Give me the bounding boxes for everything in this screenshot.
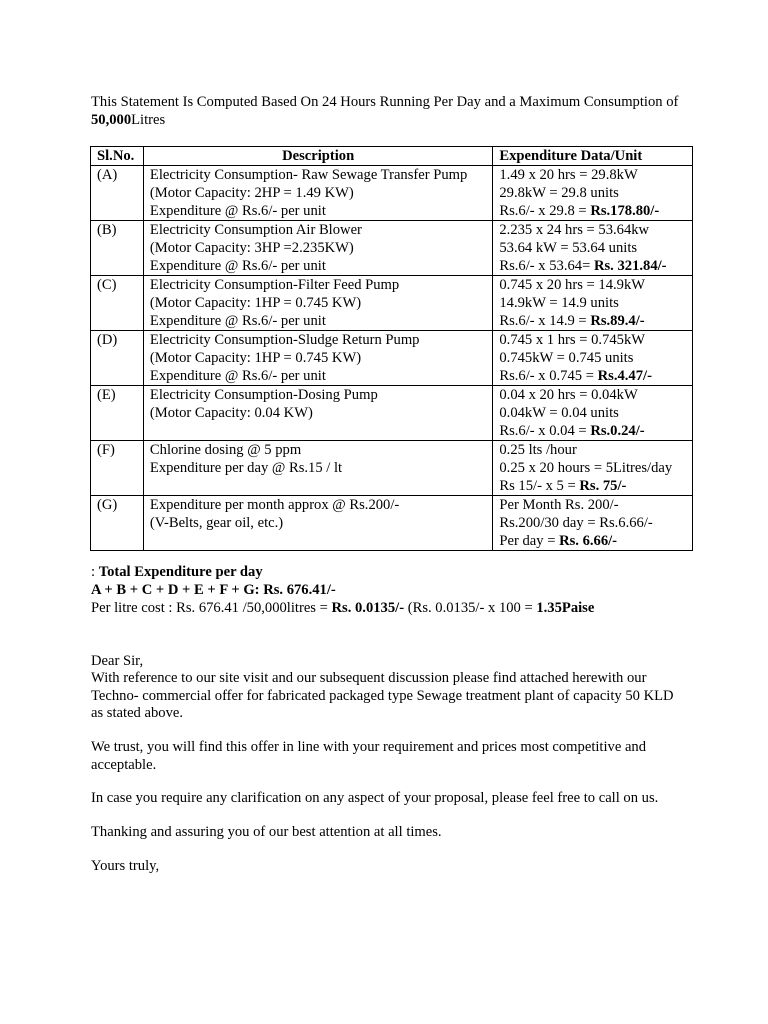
closing: Yours truly,: [91, 858, 160, 875]
desc-line: Chlorine dosing @ 5 ppm: [149, 442, 302, 458]
desc-line: Expenditure @ Rs.6/- per unit: [149, 368, 326, 384]
row-description: [143, 496, 492, 551]
data-amount: Rs.178.80/-: [590, 203, 660, 219]
data-calc: Rs.6/- x 29.8 =: [499, 203, 591, 219]
row-sl: (G): [91, 496, 144, 551]
data-line: 1.49 x 20 hrs = 29.8kW: [499, 167, 638, 183]
row-data: [493, 496, 693, 551]
per-litre-cost: Per litre cost : Rs. 676.41 /50,000litres = Rs. 0.0135/- (Rs. 0.0135/- x 100 = 1.35Paise: [91, 600, 595, 616]
desc-line: (Motor Capacity: 1HP = 0.745 KW): [149, 350, 362, 366]
data-amount: Rs.89.4/-: [590, 313, 645, 329]
data-line: Rs.200/30 day = Rs.6.66/-: [499, 515, 653, 531]
data-line: [499, 367, 686, 385]
data-line: 0.04kW = 0.04 units: [499, 405, 619, 421]
data-amount: Rs. 321.84/-: [593, 258, 667, 274]
intro-unit: Litres: [131, 111, 166, 128]
letter-paragraph: In case you require any clarification on any aspect of your proposal, please feel free to call on us.: [91, 790, 659, 807]
data-line: 29.8kW = 29.8 units: [499, 185, 619, 201]
data-line: [499, 422, 686, 440]
data-line: 53.64 kW = 53.64 units: [499, 240, 638, 256]
table-row: [91, 276, 693, 331]
intro-text: This Statement Is Computed Based On 24 Hours Running Per Day and a Maximum Consumption of: [91, 94, 679, 110]
data-calc: Rs.6/- x 53.64=: [499, 258, 594, 274]
letter-paragraph: Thanking and assuring you of our best attention at all times.: [91, 824, 442, 841]
per-litre-amount: Rs. 0.0135/-: [331, 600, 405, 616]
total-expenditure-section: [91, 563, 711, 617]
intro-statement: [91, 94, 691, 129]
desc-line: (V-Belts, gear oil, etc.): [149, 515, 284, 531]
data-calc: Per day =: [499, 533, 560, 549]
header-description: Description: [143, 147, 492, 166]
per-litre-paise: 1.35Paise: [536, 600, 595, 616]
table-row: [91, 166, 693, 221]
letter-paragraph: With reference to our site visit and our subsequent discussion please find attached herewith our Techno- commercial offer for fabricated packaged type Sewage treatment plant of capacity 50 KLD as stated above.: [91, 670, 674, 722]
data-line: [499, 477, 686, 495]
data-line: [499, 532, 686, 550]
data-line: 0.04 x 20 hrs = 0.04kW: [499, 387, 638, 403]
desc-line: (Motor Capacity: 2HP = 1.49 KW): [149, 185, 354, 201]
row-description: [143, 166, 492, 221]
data-line: 14.9kW = 14.9 units: [499, 295, 619, 311]
row-description: [143, 386, 492, 441]
desc-line: Electricity Consumption-Sludge Return Pump: [149, 332, 420, 348]
row-data: [493, 331, 693, 386]
data-amount: Rs.0.24/-: [590, 423, 645, 439]
data-calc: Rs.6/- x 14.9 =: [499, 313, 591, 329]
desc-line: (Motor Capacity: 0.04 KW): [149, 405, 313, 421]
data-line: [499, 312, 686, 330]
intro-amount: 50,000: [91, 111, 132, 128]
row-sl: (C): [91, 276, 144, 331]
data-line: 0.25 lts /hour: [499, 442, 577, 458]
row-description: [143, 441, 492, 496]
row-description: [143, 276, 492, 331]
data-line: [499, 257, 686, 275]
desc-line: (Motor Capacity: 3HP =2.235KW): [149, 240, 354, 256]
row-data: [493, 276, 693, 331]
header-sl-no: Sl.No.: [91, 147, 144, 166]
desc-line: Expenditure @ Rs.6/- per unit: [149, 203, 326, 219]
expenditure-table: [90, 146, 693, 551]
data-calc: Rs 15/- x 5 =: [499, 478, 580, 494]
desc-line: Electricity Consumption- Raw Sewage Transfer Pump: [149, 167, 468, 183]
total-formula: A + B + C + D + E + F + G: Rs. 676.41/-: [91, 582, 336, 598]
row-sl: (D): [91, 331, 144, 386]
table-header-row: [91, 147, 693, 166]
row-sl: (B): [91, 221, 144, 276]
row-sl: (A): [91, 166, 144, 221]
desc-line: Expenditure per day @ Rs.15 / lt: [149, 460, 343, 476]
cover-letter: [91, 653, 681, 892]
row-data: [493, 441, 693, 496]
data-amount: Rs. 6.66/-: [559, 533, 618, 549]
row-data: [493, 386, 693, 441]
data-line: [499, 202, 686, 220]
salutation: Dear Sir,: [91, 653, 144, 669]
letter-paragraph: We trust, you will find this offer in line with your requirement and prices most competitive and acceptable.: [91, 739, 647, 773]
row-data: [493, 166, 693, 221]
desc-line: Electricity Consumption Air Blower: [149, 222, 362, 238]
table-row: [91, 441, 693, 496]
desc-line: Electricity Consumption-Filter Feed Pump: [149, 277, 400, 293]
row-sl: (F): [91, 441, 144, 496]
desc-line: Electricity Consumption-Dosing Pump: [149, 387, 378, 403]
data-line: 2.235 x 24 hrs = 53.64kw: [499, 222, 650, 238]
data-amount: Rs. 75/-: [579, 478, 627, 494]
data-calc: Rs.6/- x 0.04 =: [499, 423, 591, 439]
table-row: [91, 331, 693, 386]
data-amount: Rs.4.47/-: [597, 368, 652, 384]
total-heading-line: [91, 563, 711, 581]
total-heading: Total Expenditure per day: [98, 564, 263, 580]
data-line: Per Month Rs. 200/-: [499, 497, 619, 513]
row-data: [493, 221, 693, 276]
data-line: 0.745kW = 0.745 units: [499, 350, 634, 366]
desc-line: Expenditure @ Rs.6/- per unit: [149, 313, 326, 329]
table-row: [91, 386, 693, 441]
table-row: [91, 221, 693, 276]
row-sl: (E): [91, 386, 144, 441]
desc-line: Expenditure per month approx @ Rs.200/-: [149, 497, 400, 513]
desc-line: Expenditure @ Rs.6/- per unit: [149, 258, 326, 274]
total-prefix: :: [91, 564, 99, 580]
data-line: 0.745 x 20 hrs = 14.9kW: [499, 277, 646, 293]
desc-line: (Motor Capacity: 1HP = 0.745 KW): [149, 295, 362, 311]
row-description: [143, 331, 492, 386]
header-expenditure-data: Expenditure Data/Unit: [493, 147, 693, 166]
data-calc: Rs.6/- x 0.745 =: [499, 368, 598, 384]
table-row: [91, 496, 693, 551]
row-description: [143, 221, 492, 276]
data-line: 0.25 x 20 hours = 5Litres/day: [499, 460, 673, 476]
data-line: 0.745 x 1 hrs = 0.745kW: [499, 332, 646, 348]
